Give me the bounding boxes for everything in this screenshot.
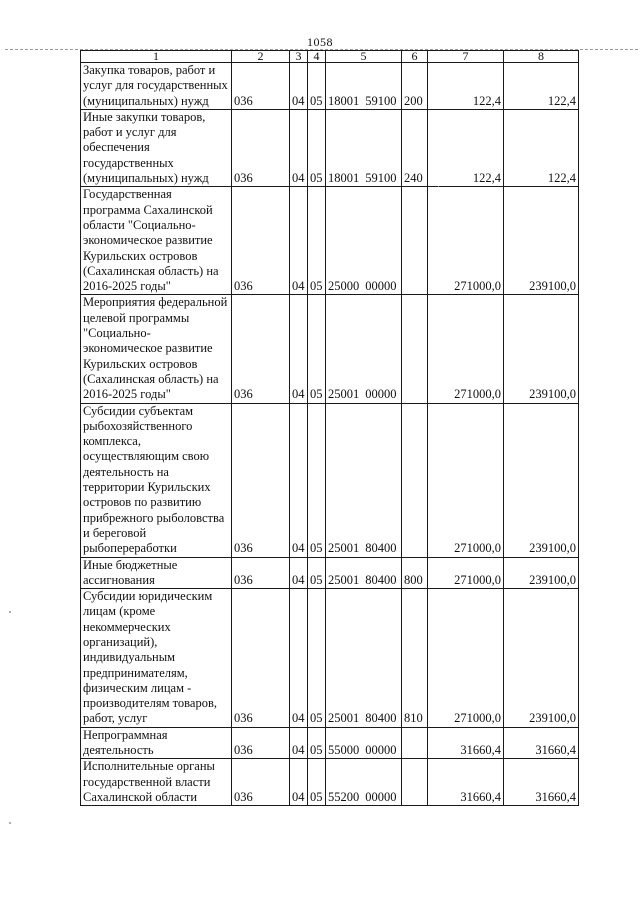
amount-col7-cell: 122,4 (428, 109, 504, 186)
rz-cell: 04 (290, 727, 308, 759)
header-col-4: 4 (308, 51, 326, 63)
header-col-3: 3 (290, 51, 308, 63)
vr-cell (402, 727, 428, 759)
pr-cell: 05 (308, 759, 326, 806)
pr-cell: 05 (308, 403, 326, 557)
csr-part-a: 55000 (328, 743, 360, 758)
csr-cell (326, 187, 402, 295)
amount-col8-cell: 239100,0 (504, 589, 579, 728)
csr-cell (326, 403, 402, 557)
csr-cell (326, 109, 402, 186)
amount-col8-cell: 122,4 (504, 109, 579, 186)
table-row (81, 187, 579, 295)
pr-cell: 05 (308, 187, 326, 295)
rz-cell: 04 (290, 589, 308, 728)
amount-col7-cell: 31660,4 (428, 727, 504, 759)
pr-cell: 05 (308, 589, 326, 728)
table-row (81, 403, 579, 557)
csr-cell (326, 295, 402, 403)
table-row (81, 727, 579, 759)
csr-part-b: 80400 (365, 711, 397, 726)
csr-part-a: 55200 (328, 789, 360, 804)
csr-cell (326, 63, 402, 110)
header-col-1: 1 (81, 51, 232, 63)
scan-speck (9, 822, 11, 824)
vr-cell: 810 (402, 589, 428, 728)
amount-col7-cell: 271000,0 (428, 187, 504, 295)
amount-col7-cell: 271000,0 (428, 403, 504, 557)
csr-part-b: 59100 (365, 171, 397, 186)
csr-part-b: 00000 (365, 743, 397, 758)
amount-col7-cell: 271000,0 (428, 589, 504, 728)
row-name-cell: Субсидии субъектам рыбохозяйственного комплекса, осуществляющим свою деятельность на территории Курильских островов по развитию прибрежного рыболовства и береговой рыбопереработки (81, 403, 232, 557)
amount-col8-cell: 239100,0 (504, 403, 579, 557)
ved-cell: 036 (232, 557, 290, 589)
ved-cell: 036 (232, 63, 290, 110)
ved-cell: 036 (232, 589, 290, 728)
table-row (81, 63, 579, 110)
csr-cell (326, 759, 402, 806)
header-col-7: 7 (428, 51, 504, 63)
ved-cell: 036 (232, 403, 290, 557)
table-body (81, 63, 579, 806)
row-name-cell: Субсидии юридическим лицам (кроме некоммерческих организаций), индивидуальным предпринимателям, физическим лицам - производителям товаров, работ, услуг (81, 589, 232, 728)
header-col-6: 6 (402, 51, 428, 63)
budget-table (80, 50, 579, 806)
header-row (81, 51, 579, 63)
rz-cell: 04 (290, 187, 308, 295)
vr-cell (402, 295, 428, 403)
csr-cell (326, 557, 402, 589)
rz-cell: 04 (290, 403, 308, 557)
amount-col8-cell: 122,4 (504, 63, 579, 110)
page-number: 1058 (307, 35, 333, 49)
vr-cell: 200 (402, 63, 428, 110)
row-name-cell: Мероприятия федеральной целевой программы "Социально-экономическое развитие Курильских островов (Сахалинская область) на 2016-2025 годы" (81, 295, 232, 403)
rz-cell: 04 (290, 295, 308, 403)
csr-part-b: 80400 (365, 572, 397, 587)
header-col-2: 2 (232, 51, 290, 63)
csr-part-b: 59100 (365, 93, 397, 108)
csr-cell (326, 589, 402, 728)
scan-speck (9, 611, 11, 613)
rz-cell: 04 (290, 109, 308, 186)
ved-cell: 036 (232, 759, 290, 806)
amount-col7-cell: 31660,4 (428, 759, 504, 806)
table-header (81, 51, 579, 63)
csr-part-a: 25001 (328, 572, 360, 587)
csr-cell (326, 727, 402, 759)
csr-part-a: 25000 (328, 279, 360, 294)
table-row (81, 589, 579, 728)
header-col-5: 5 (326, 51, 402, 63)
table-row (81, 557, 579, 589)
csr-part-a: 18001 (328, 93, 360, 108)
csr-part-b: 00000 (365, 789, 397, 804)
csr-part-b: 80400 (365, 541, 397, 556)
row-name-cell: Иные бюджетные ассигнования (81, 557, 232, 589)
pr-cell: 05 (308, 727, 326, 759)
pr-cell: 05 (308, 557, 326, 589)
csr-part-b: 00000 (365, 387, 397, 402)
row-name-cell: Исполнительные органы государственной власти Сахалинской области (81, 759, 232, 806)
rz-cell: 04 (290, 759, 308, 806)
scan-speck (438, 186, 439, 187)
amount-col7-cell: 271000,0 (428, 557, 504, 589)
vr-cell: 240 (402, 109, 428, 186)
pr-cell: 05 (308, 295, 326, 403)
amount-col7-cell: 122,4 (428, 63, 504, 110)
amount-col8-cell: 31660,4 (504, 759, 579, 806)
header-col-8: 8 (504, 51, 579, 63)
amount-col8-cell: 239100,0 (504, 187, 579, 295)
csr-part-a: 25001 (328, 711, 360, 726)
csr-part-a: 25001 (328, 387, 360, 402)
vr-cell (402, 759, 428, 806)
csr-part-a: 18001 (328, 171, 360, 186)
csr-part-a: 25001 (328, 541, 360, 556)
pr-cell: 05 (308, 63, 326, 110)
amount-col7-cell: 271000,0 (428, 295, 504, 403)
rz-cell: 04 (290, 557, 308, 589)
row-name-cell: Закупка товаров, работ и услуг для государственных (муниципальных) нужд (81, 63, 232, 110)
csr-part-b: 00000 (365, 279, 397, 294)
amount-col8-cell: 239100,0 (504, 557, 579, 589)
ved-cell: 036 (232, 727, 290, 759)
pr-cell: 05 (308, 109, 326, 186)
vr-cell: 800 (402, 557, 428, 589)
ved-cell: 036 (232, 295, 290, 403)
table-row (81, 295, 579, 403)
vr-cell (402, 403, 428, 557)
table-row (81, 759, 579, 806)
amount-col8-cell: 239100,0 (504, 295, 579, 403)
amount-col8-cell: 31660,4 (504, 727, 579, 759)
row-name-cell: Государственная программа Сахалинской области "Социально-экономическое развитие Курильских островов (Сахалинская область) на 2016-2025 годы" (81, 187, 232, 295)
rz-cell: 04 (290, 63, 308, 110)
row-name-cell: Иные закупки товаров, работ и услуг для обеспечения государственных (муниципальных) нужд (81, 109, 232, 186)
ved-cell: 036 (232, 187, 290, 295)
table-row (81, 109, 579, 186)
vr-cell (402, 187, 428, 295)
ved-cell: 036 (232, 109, 290, 186)
row-name-cell: Непрограммная деятельность (81, 727, 232, 759)
